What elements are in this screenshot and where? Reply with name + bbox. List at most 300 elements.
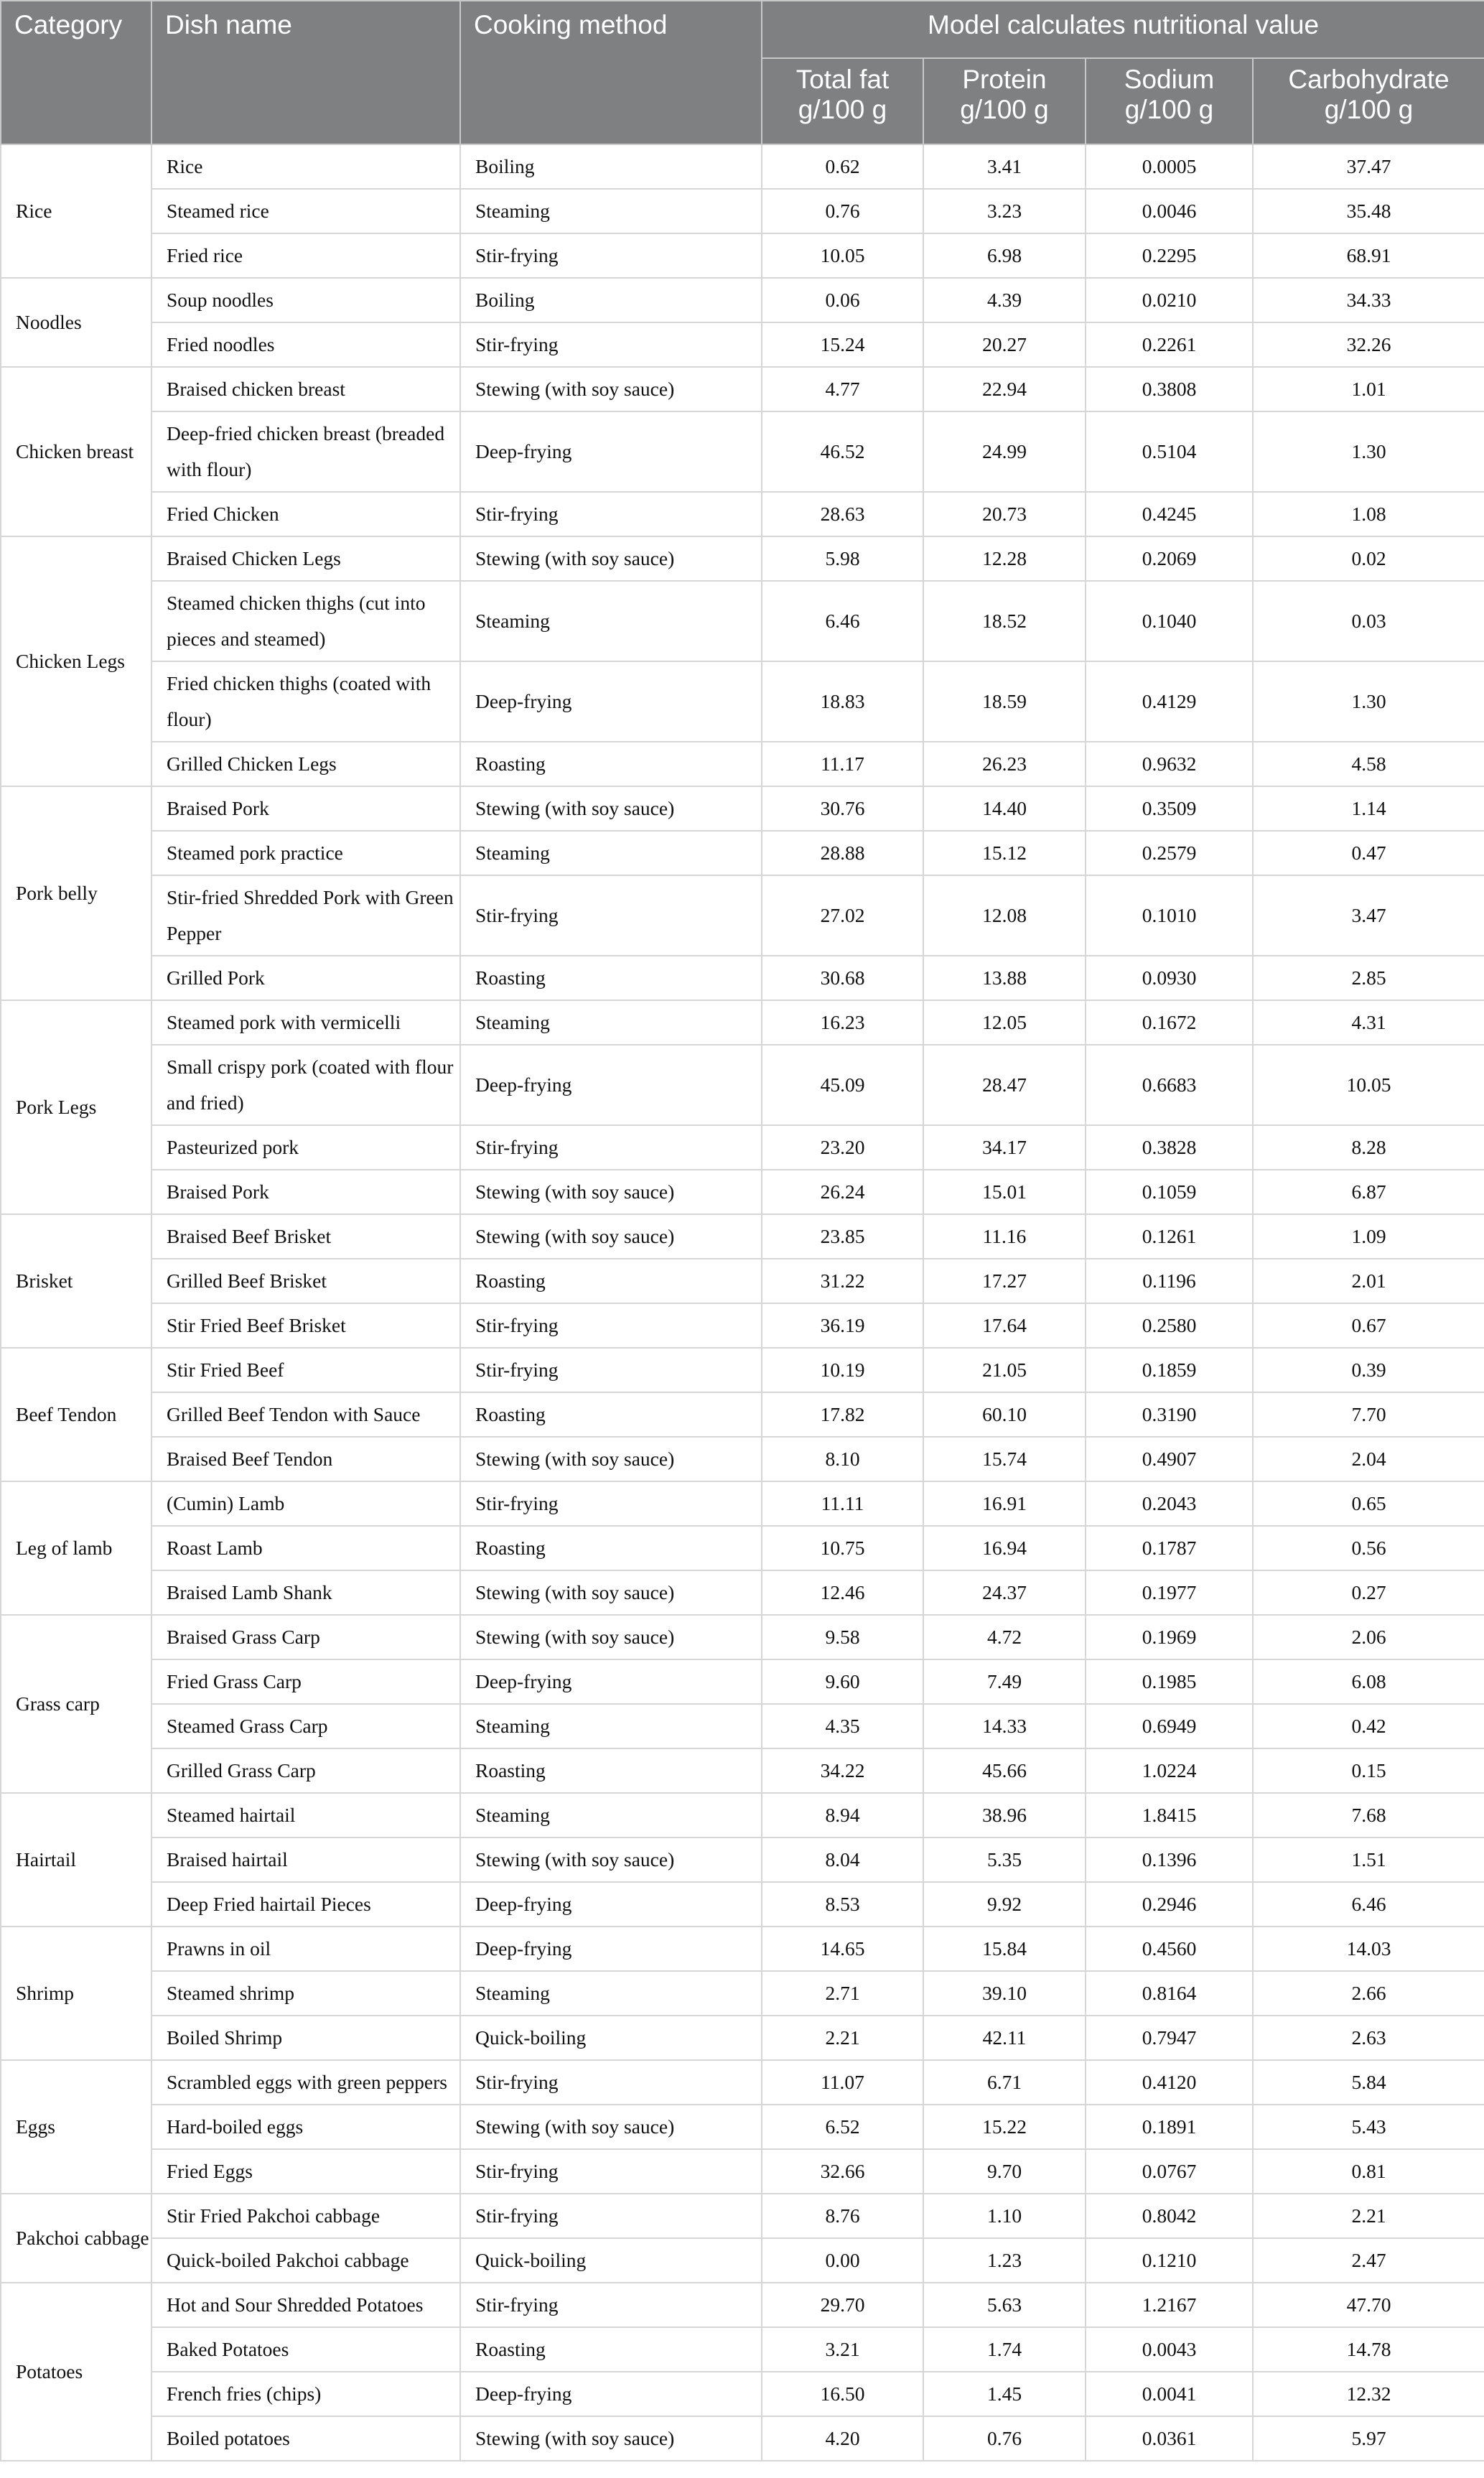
sodium-cell: 0.7947: [1086, 2016, 1253, 2060]
total-fat-cell: 5.98: [762, 536, 923, 581]
dish-name-cell: Fried Grass Carp: [151, 1659, 460, 1704]
cooking-method-cell: Stir-frying: [460, 2149, 762, 2194]
sodium-cell: 0.4245: [1086, 492, 1253, 536]
sodium-cell: 0.9632: [1086, 742, 1253, 786]
table-row: [1, 1170, 1484, 1214]
table-row: [1, 1927, 1484, 1971]
sodium-cell: 0.5104: [1086, 411, 1253, 492]
total-fat-cell: 8.76: [762, 2194, 923, 2238]
dish-name-cell: Braised Lamb Shank: [151, 1570, 460, 1615]
protein-cell: 17.64: [923, 1303, 1086, 1348]
carbohydrate-cell: 0.03: [1253, 581, 1484, 661]
dish-name-cell: Hot and Sour Shredded Potatoes: [151, 2283, 460, 2327]
sodium-cell: 0.3808: [1086, 367, 1253, 411]
header-cooking-method: Cooking method: [460, 1, 762, 144]
cooking-method-cell: Stewing (with soy sauce): [460, 1570, 762, 1615]
dish-name-cell: Braised hairtail: [151, 1837, 460, 1882]
sodium-cell: 0.2579: [1086, 831, 1253, 875]
protein-cell: 6.71: [923, 2060, 1086, 2105]
header-protein: [923, 58, 1086, 144]
table-row: [1, 2105, 1484, 2149]
cooking-method-cell: Stewing (with soy sauce): [460, 536, 762, 581]
total-fat-cell: 15.24: [762, 322, 923, 367]
carbohydrate-cell: 2.21: [1253, 2194, 1484, 2238]
dish-name-cell: Steamed chicken thighs (cut into pieces and steamed): [151, 581, 460, 661]
dish-name-cell: Rice: [151, 144, 460, 189]
carbohydrate-cell: 37.47: [1253, 144, 1484, 189]
carbohydrate-cell: 0.81: [1253, 2149, 1484, 2194]
protein-cell: 4.72: [923, 1615, 1086, 1659]
total-fat-cell: 16.23: [762, 1000, 923, 1045]
protein-cell: 16.91: [923, 1481, 1086, 1526]
protein-cell: 0.76: [923, 2416, 1086, 2461]
cooking-method-cell: Steaming: [460, 1971, 762, 2016]
header-protein-label: Protein: [962, 65, 1047, 94]
total-fat-cell: 9.60: [762, 1659, 923, 1704]
carbohydrate-cell: 8.28: [1253, 1125, 1484, 1170]
cooking-method-cell: Roasting: [460, 1259, 762, 1303]
table-row: [1, 875, 1484, 956]
dish-name-cell: Soup noodles: [151, 278, 460, 322]
table-row: [1, 1392, 1484, 1437]
dish-name-cell: Boiled potatoes: [151, 2416, 460, 2461]
cooking-method-cell: Steaming: [460, 1793, 762, 1837]
cooking-method-cell: Deep-frying: [460, 411, 762, 492]
table-row: [1, 367, 1484, 411]
dish-name-cell: Stir Fried Beef: [151, 1348, 460, 1392]
header-total-fat: [762, 58, 923, 144]
cooking-method-cell: Boiling: [460, 278, 762, 322]
carbohydrate-cell: 2.06: [1253, 1615, 1484, 1659]
cooking-method-cell: Stewing (with soy sauce): [460, 1214, 762, 1259]
total-fat-cell: 4.77: [762, 367, 923, 411]
protein-cell: 60.10: [923, 1392, 1086, 1437]
header-total-fat-unit: g/100 g: [798, 95, 887, 124]
total-fat-cell: 12.46: [762, 1570, 923, 1615]
table-row: [1, 233, 1484, 278]
carbohydrate-cell: 6.08: [1253, 1659, 1484, 1704]
sodium-cell: 0.0930: [1086, 956, 1253, 1000]
total-fat-cell: 30.76: [762, 786, 923, 831]
table-row: [1, 2194, 1484, 2238]
cooking-method-cell: Stewing (with soy sauce): [460, 1615, 762, 1659]
total-fat-cell: 34.22: [762, 1748, 923, 1793]
total-fat-cell: 23.85: [762, 1214, 923, 1259]
protein-cell: 21.05: [923, 1348, 1086, 1392]
header-carbohydrate-label: Carbohydrate: [1288, 65, 1450, 94]
table-row: [1, 1303, 1484, 1348]
category-cell: Grass carp: [1, 1615, 151, 1793]
dish-name-cell: Braised Grass Carp: [151, 1615, 460, 1659]
cooking-method-cell: Roasting: [460, 1526, 762, 1570]
protein-cell: 45.66: [923, 1748, 1086, 1793]
carbohydrate-cell: 0.67: [1253, 1303, 1484, 1348]
carbohydrate-cell: 68.91: [1253, 233, 1484, 278]
total-fat-cell: 2.21: [762, 2016, 923, 2060]
protein-cell: 1.10: [923, 2194, 1086, 2238]
sodium-cell: 0.6949: [1086, 1704, 1253, 1748]
sodium-cell: 0.1210: [1086, 2238, 1253, 2283]
dish-name-cell: Braised chicken breast: [151, 367, 460, 411]
carbohydrate-cell: 47.70: [1253, 2283, 1484, 2327]
table-row: [1, 536, 1484, 581]
table-row: [1, 1437, 1484, 1481]
carbohydrate-cell: 5.43: [1253, 2105, 1484, 2149]
sodium-cell: 0.3190: [1086, 1392, 1253, 1437]
carbohydrate-cell: 7.68: [1253, 1793, 1484, 1837]
sodium-cell: 0.4907: [1086, 1437, 1253, 1481]
sodium-cell: 0.0041: [1086, 2372, 1253, 2416]
protein-cell: 14.33: [923, 1704, 1086, 1748]
carbohydrate-cell: 1.08: [1253, 492, 1484, 536]
table-row: [1, 1704, 1484, 1748]
protein-cell: 11.16: [923, 1214, 1086, 1259]
carbohydrate-cell: 32.26: [1253, 322, 1484, 367]
table-row: [1, 1259, 1484, 1303]
protein-cell: 16.94: [923, 1526, 1086, 1570]
carbohydrate-cell: 2.63: [1253, 2016, 1484, 2060]
dish-name-cell: Stir Fried Beef Brisket: [151, 1303, 460, 1348]
table-row: [1, 1615, 1484, 1659]
total-fat-cell: 23.20: [762, 1125, 923, 1170]
protein-cell: 18.59: [923, 661, 1086, 742]
table-row: [1, 1837, 1484, 1882]
sodium-cell: 0.1010: [1086, 875, 1253, 956]
total-fat-cell: 11.11: [762, 1481, 923, 1526]
dish-name-cell: Grilled Pork: [151, 956, 460, 1000]
table-row: [1, 1793, 1484, 1837]
carbohydrate-cell: 2.66: [1253, 1971, 1484, 2016]
total-fat-cell: 30.68: [762, 956, 923, 1000]
protein-cell: 34.17: [923, 1125, 1086, 1170]
table-row: [1, 1000, 1484, 1045]
category-cell: Chicken Legs: [1, 536, 151, 786]
cooking-method-cell: Deep-frying: [460, 1927, 762, 1971]
dish-name-cell: Stir Fried Pakchoi cabbage: [151, 2194, 460, 2238]
sodium-cell: 0.2043: [1086, 1481, 1253, 1526]
protein-cell: 38.96: [923, 1793, 1086, 1837]
table-row: [1, 1125, 1484, 1170]
table-row: [1, 278, 1484, 322]
table-row: [1, 2016, 1484, 2060]
cooking-method-cell: Stewing (with soy sauce): [460, 2416, 762, 2461]
cooking-method-cell: Stir-frying: [460, 2194, 762, 2238]
sodium-cell: 0.2261: [1086, 322, 1253, 367]
dish-name-cell: Pasteurized pork: [151, 1125, 460, 1170]
dish-name-cell: Fried chicken thighs (coated with flour): [151, 661, 460, 742]
dish-name-cell: Fried Chicken: [151, 492, 460, 536]
protein-cell: 22.94: [923, 367, 1086, 411]
carbohydrate-cell: 0.39: [1253, 1348, 1484, 1392]
dish-name-cell: Braised Pork: [151, 1170, 460, 1214]
table-row: [1, 2372, 1484, 2416]
cooking-method-cell: Stir-frying: [460, 1481, 762, 1526]
dish-name-cell: Deep-fried chicken breast (breaded with flour): [151, 411, 460, 492]
protein-cell: 1.45: [923, 2372, 1086, 2416]
category-cell: Brisket: [1, 1214, 151, 1348]
table-row: [1, 2327, 1484, 2372]
cooking-method-cell: Stir-frying: [460, 492, 762, 536]
carbohydrate-cell: 14.78: [1253, 2327, 1484, 2372]
dish-name-cell: Braised Beef Tendon: [151, 1437, 460, 1481]
protein-cell: 3.23: [923, 189, 1086, 233]
header-sodium-unit: g/100 g: [1124, 95, 1214, 124]
dish-name-cell: French fries (chips): [151, 2372, 460, 2416]
dish-name-cell: Grilled Chicken Legs: [151, 742, 460, 786]
total-fat-cell: 28.63: [762, 492, 923, 536]
dish-name-cell: Braised Pork: [151, 786, 460, 831]
protein-cell: 26.23: [923, 742, 1086, 786]
carbohydrate-cell: 12.32: [1253, 2372, 1484, 2416]
protein-cell: 24.37: [923, 1570, 1086, 1615]
cooking-method-cell: Deep-frying: [460, 661, 762, 742]
carbohydrate-cell: 4.31: [1253, 1000, 1484, 1045]
sodium-cell: 0.1891: [1086, 2105, 1253, 2149]
table-row: [1, 144, 1484, 189]
sodium-cell: 0.1969: [1086, 1615, 1253, 1659]
carbohydrate-cell: 34.33: [1253, 278, 1484, 322]
carbohydrate-cell: 0.02: [1253, 536, 1484, 581]
total-fat-cell: 10.05: [762, 233, 923, 278]
cooking-method-cell: Stewing (with soy sauce): [460, 1837, 762, 1882]
total-fat-cell: 6.52: [762, 2105, 923, 2149]
protein-cell: 18.52: [923, 581, 1086, 661]
total-fat-cell: 17.82: [762, 1392, 923, 1437]
carbohydrate-cell: 1.30: [1253, 661, 1484, 742]
sodium-cell: 0.1787: [1086, 1526, 1253, 1570]
category-cell: Pork Legs: [1, 1000, 151, 1214]
sodium-cell: 0.4560: [1086, 1927, 1253, 1971]
cooking-method-cell: Roasting: [460, 1748, 762, 1793]
dish-name-cell: Steamed hairtail: [151, 1793, 460, 1837]
carbohydrate-cell: 1.51: [1253, 1837, 1484, 1882]
category-cell: Beef Tendon: [1, 1348, 151, 1481]
total-fat-cell: 27.02: [762, 875, 923, 956]
sodium-cell: 1.2167: [1086, 2283, 1253, 2327]
total-fat-cell: 10.75: [762, 1526, 923, 1570]
table-row: [1, 1214, 1484, 1259]
total-fat-cell: 8.10: [762, 1437, 923, 1481]
total-fat-cell: 3.21: [762, 2327, 923, 2372]
table-body: [1, 144, 1484, 2461]
dish-name-cell: Fried noodles: [151, 322, 460, 367]
total-fat-cell: 4.35: [762, 1704, 923, 1748]
table-row: [1, 2060, 1484, 2105]
category-cell: Hairtail: [1, 1793, 151, 1927]
dish-name-cell: Steamed pork with vermicelli: [151, 1000, 460, 1045]
header-category: Category: [1, 1, 151, 144]
header-protein-unit: g/100 g: [960, 95, 1049, 124]
cooking-method-cell: Stewing (with soy sauce): [460, 367, 762, 411]
protein-cell: 17.27: [923, 1259, 1086, 1303]
cooking-method-cell: Stewing (with soy sauce): [460, 2105, 762, 2149]
sodium-cell: 0.0361: [1086, 2416, 1253, 2461]
cooking-method-cell: Steaming: [460, 1000, 762, 1045]
cooking-method-cell: Deep-frying: [460, 1045, 762, 1125]
total-fat-cell: 11.17: [762, 742, 923, 786]
protein-cell: 13.88: [923, 956, 1086, 1000]
dish-name-cell: Braised Chicken Legs: [151, 536, 460, 581]
category-cell: Noodles: [1, 278, 151, 367]
sodium-cell: 1.0224: [1086, 1748, 1253, 1793]
protein-cell: 15.84: [923, 1927, 1086, 1971]
total-fat-cell: 28.88: [762, 831, 923, 875]
sodium-cell: 0.8042: [1086, 2194, 1253, 2238]
total-fat-cell: 29.70: [762, 2283, 923, 2327]
carbohydrate-cell: 35.48: [1253, 189, 1484, 233]
cooking-method-cell: Steaming: [460, 189, 762, 233]
carbohydrate-cell: 0.42: [1253, 1704, 1484, 1748]
dish-name-cell: Boiled Shrimp: [151, 2016, 460, 2060]
dish-name-cell: Small crispy pork (coated with flour and fried): [151, 1045, 460, 1125]
cooking-method-cell: Stewing (with soy sauce): [460, 786, 762, 831]
total-fat-cell: 36.19: [762, 1303, 923, 1348]
carbohydrate-cell: 10.05: [1253, 1045, 1484, 1125]
cooking-method-cell: Quick-boiling: [460, 2016, 762, 2060]
carbohydrate-cell: 1.09: [1253, 1214, 1484, 1259]
total-fat-cell: 0.76: [762, 189, 923, 233]
sodium-cell: 0.0767: [1086, 2149, 1253, 2194]
total-fat-cell: 9.58: [762, 1615, 923, 1659]
sodium-cell: 0.0046: [1086, 189, 1253, 233]
total-fat-cell: 4.20: [762, 2416, 923, 2461]
table-row: [1, 1971, 1484, 2016]
table-row: [1, 1748, 1484, 1793]
cooking-method-cell: Quick-boiling: [460, 2238, 762, 2283]
protein-cell: 12.08: [923, 875, 1086, 956]
carbohydrate-cell: 1.14: [1253, 786, 1484, 831]
dish-name-cell: Steamed Grass Carp: [151, 1704, 460, 1748]
dish-name-cell: Stir-fried Shredded Pork with Green Pepper: [151, 875, 460, 956]
sodium-cell: 0.2946: [1086, 1882, 1253, 1927]
sodium-cell: 0.1196: [1086, 1259, 1253, 1303]
header-carbohydrate-unit: g/100 g: [1324, 95, 1414, 124]
cooking-method-cell: Boiling: [460, 144, 762, 189]
cooking-method-cell: Stir-frying: [460, 322, 762, 367]
protein-cell: 1.23: [923, 2238, 1086, 2283]
table-header: [1, 1, 1484, 144]
dish-name-cell: Baked Potatoes: [151, 2327, 460, 2372]
carbohydrate-cell: 5.97: [1253, 2416, 1484, 2461]
protein-cell: 5.63: [923, 2283, 1086, 2327]
total-fat-cell: 16.50: [762, 2372, 923, 2416]
protein-cell: 15.01: [923, 1170, 1086, 1214]
cooking-method-cell: Roasting: [460, 2327, 762, 2372]
sodium-cell: 0.1977: [1086, 1570, 1253, 1615]
table-row: [1, 411, 1484, 492]
table-row: [1, 661, 1484, 742]
carbohydrate-cell: 1.01: [1253, 367, 1484, 411]
protein-cell: 1.74: [923, 2327, 1086, 2372]
carbohydrate-cell: 2.85: [1253, 956, 1484, 1000]
protein-cell: 9.70: [923, 2149, 1086, 2194]
sodium-cell: 0.0210: [1086, 278, 1253, 322]
protein-cell: 4.39: [923, 278, 1086, 322]
table-row: [1, 1570, 1484, 1615]
dish-name-cell: Steamed rice: [151, 189, 460, 233]
carbohydrate-cell: 14.03: [1253, 1927, 1484, 1971]
sodium-cell: 0.4129: [1086, 661, 1253, 742]
carbohydrate-cell: 4.58: [1253, 742, 1484, 786]
total-fat-cell: 18.83: [762, 661, 923, 742]
protein-cell: 5.35: [923, 1837, 1086, 1882]
sodium-cell: 0.1985: [1086, 1659, 1253, 1704]
sodium-cell: 0.0043: [1086, 2327, 1253, 2372]
cooking-method-cell: Steaming: [460, 1704, 762, 1748]
cooking-method-cell: Stir-frying: [460, 875, 762, 956]
cooking-method-cell: Deep-frying: [460, 1882, 762, 1927]
carbohydrate-cell: 1.30: [1253, 411, 1484, 492]
cooking-method-cell: Roasting: [460, 1392, 762, 1437]
carbohydrate-cell: 2.01: [1253, 1259, 1484, 1303]
sodium-cell: 0.8164: [1086, 1971, 1253, 2016]
table-row: [1, 1659, 1484, 1704]
table-row: [1, 492, 1484, 536]
sodium-cell: 0.1040: [1086, 581, 1253, 661]
carbohydrate-cell: 0.27: [1253, 1570, 1484, 1615]
sodium-cell: 0.3509: [1086, 786, 1253, 831]
table-row: [1, 2149, 1484, 2194]
dish-name-cell: Fried rice: [151, 233, 460, 278]
table-row: [1, 2416, 1484, 2461]
sodium-cell: 0.1059: [1086, 1170, 1253, 1214]
total-fat-cell: 8.94: [762, 1793, 923, 1837]
cooking-method-cell: Steaming: [460, 831, 762, 875]
category-cell: Shrimp: [1, 1927, 151, 2060]
carbohydrate-cell: 0.47: [1253, 831, 1484, 875]
protein-cell: 24.99: [923, 411, 1086, 492]
carbohydrate-cell: 5.84: [1253, 2060, 1484, 2105]
carbohydrate-cell: 3.47: [1253, 875, 1484, 956]
total-fat-cell: 10.19: [762, 1348, 923, 1392]
dish-name-cell: Scrambled eggs with green peppers: [151, 2060, 460, 2105]
cooking-method-cell: Steaming: [460, 581, 762, 661]
protein-cell: 15.74: [923, 1437, 1086, 1481]
table-row: [1, 956, 1484, 1000]
sodium-cell: 0.2069: [1086, 536, 1253, 581]
sodium-cell: 0.1396: [1086, 1837, 1253, 1882]
cooking-method-cell: Stir-frying: [460, 1125, 762, 1170]
dish-name-cell: Steamed pork practice: [151, 831, 460, 875]
protein-cell: 20.73: [923, 492, 1086, 536]
total-fat-cell: 45.09: [762, 1045, 923, 1125]
header-nutrition-group: Model calculates nutritional value: [762, 1, 1484, 58]
sodium-cell: 1.8415: [1086, 1793, 1253, 1837]
sodium-cell: 0.1859: [1086, 1348, 1253, 1392]
total-fat-cell: 0.62: [762, 144, 923, 189]
carbohydrate-cell: 0.56: [1253, 1526, 1484, 1570]
total-fat-cell: 26.24: [762, 1170, 923, 1214]
table-row: [1, 786, 1484, 831]
protein-cell: 12.05: [923, 1000, 1086, 1045]
total-fat-cell: 32.66: [762, 2149, 923, 2194]
sodium-cell: 0.1261: [1086, 1214, 1253, 1259]
cooking-method-cell: Roasting: [460, 742, 762, 786]
header-sodium-label: Sodium: [1124, 65, 1215, 94]
total-fat-cell: 2.71: [762, 1971, 923, 2016]
cooking-method-cell: Stir-frying: [460, 1348, 762, 1392]
dish-name-cell: Steamed shrimp: [151, 1971, 460, 2016]
dish-name-cell: (Cumin) Lamb: [151, 1481, 460, 1526]
cooking-method-cell: Deep-frying: [460, 1659, 762, 1704]
carbohydrate-cell: 6.87: [1253, 1170, 1484, 1214]
table-row: [1, 2283, 1484, 2327]
category-cell: Potatoes: [1, 2283, 151, 2461]
sodium-cell: 0.2295: [1086, 233, 1253, 278]
carbohydrate-cell: 2.47: [1253, 2238, 1484, 2283]
sodium-cell: 0.4120: [1086, 2060, 1253, 2105]
total-fat-cell: 11.07: [762, 2060, 923, 2105]
